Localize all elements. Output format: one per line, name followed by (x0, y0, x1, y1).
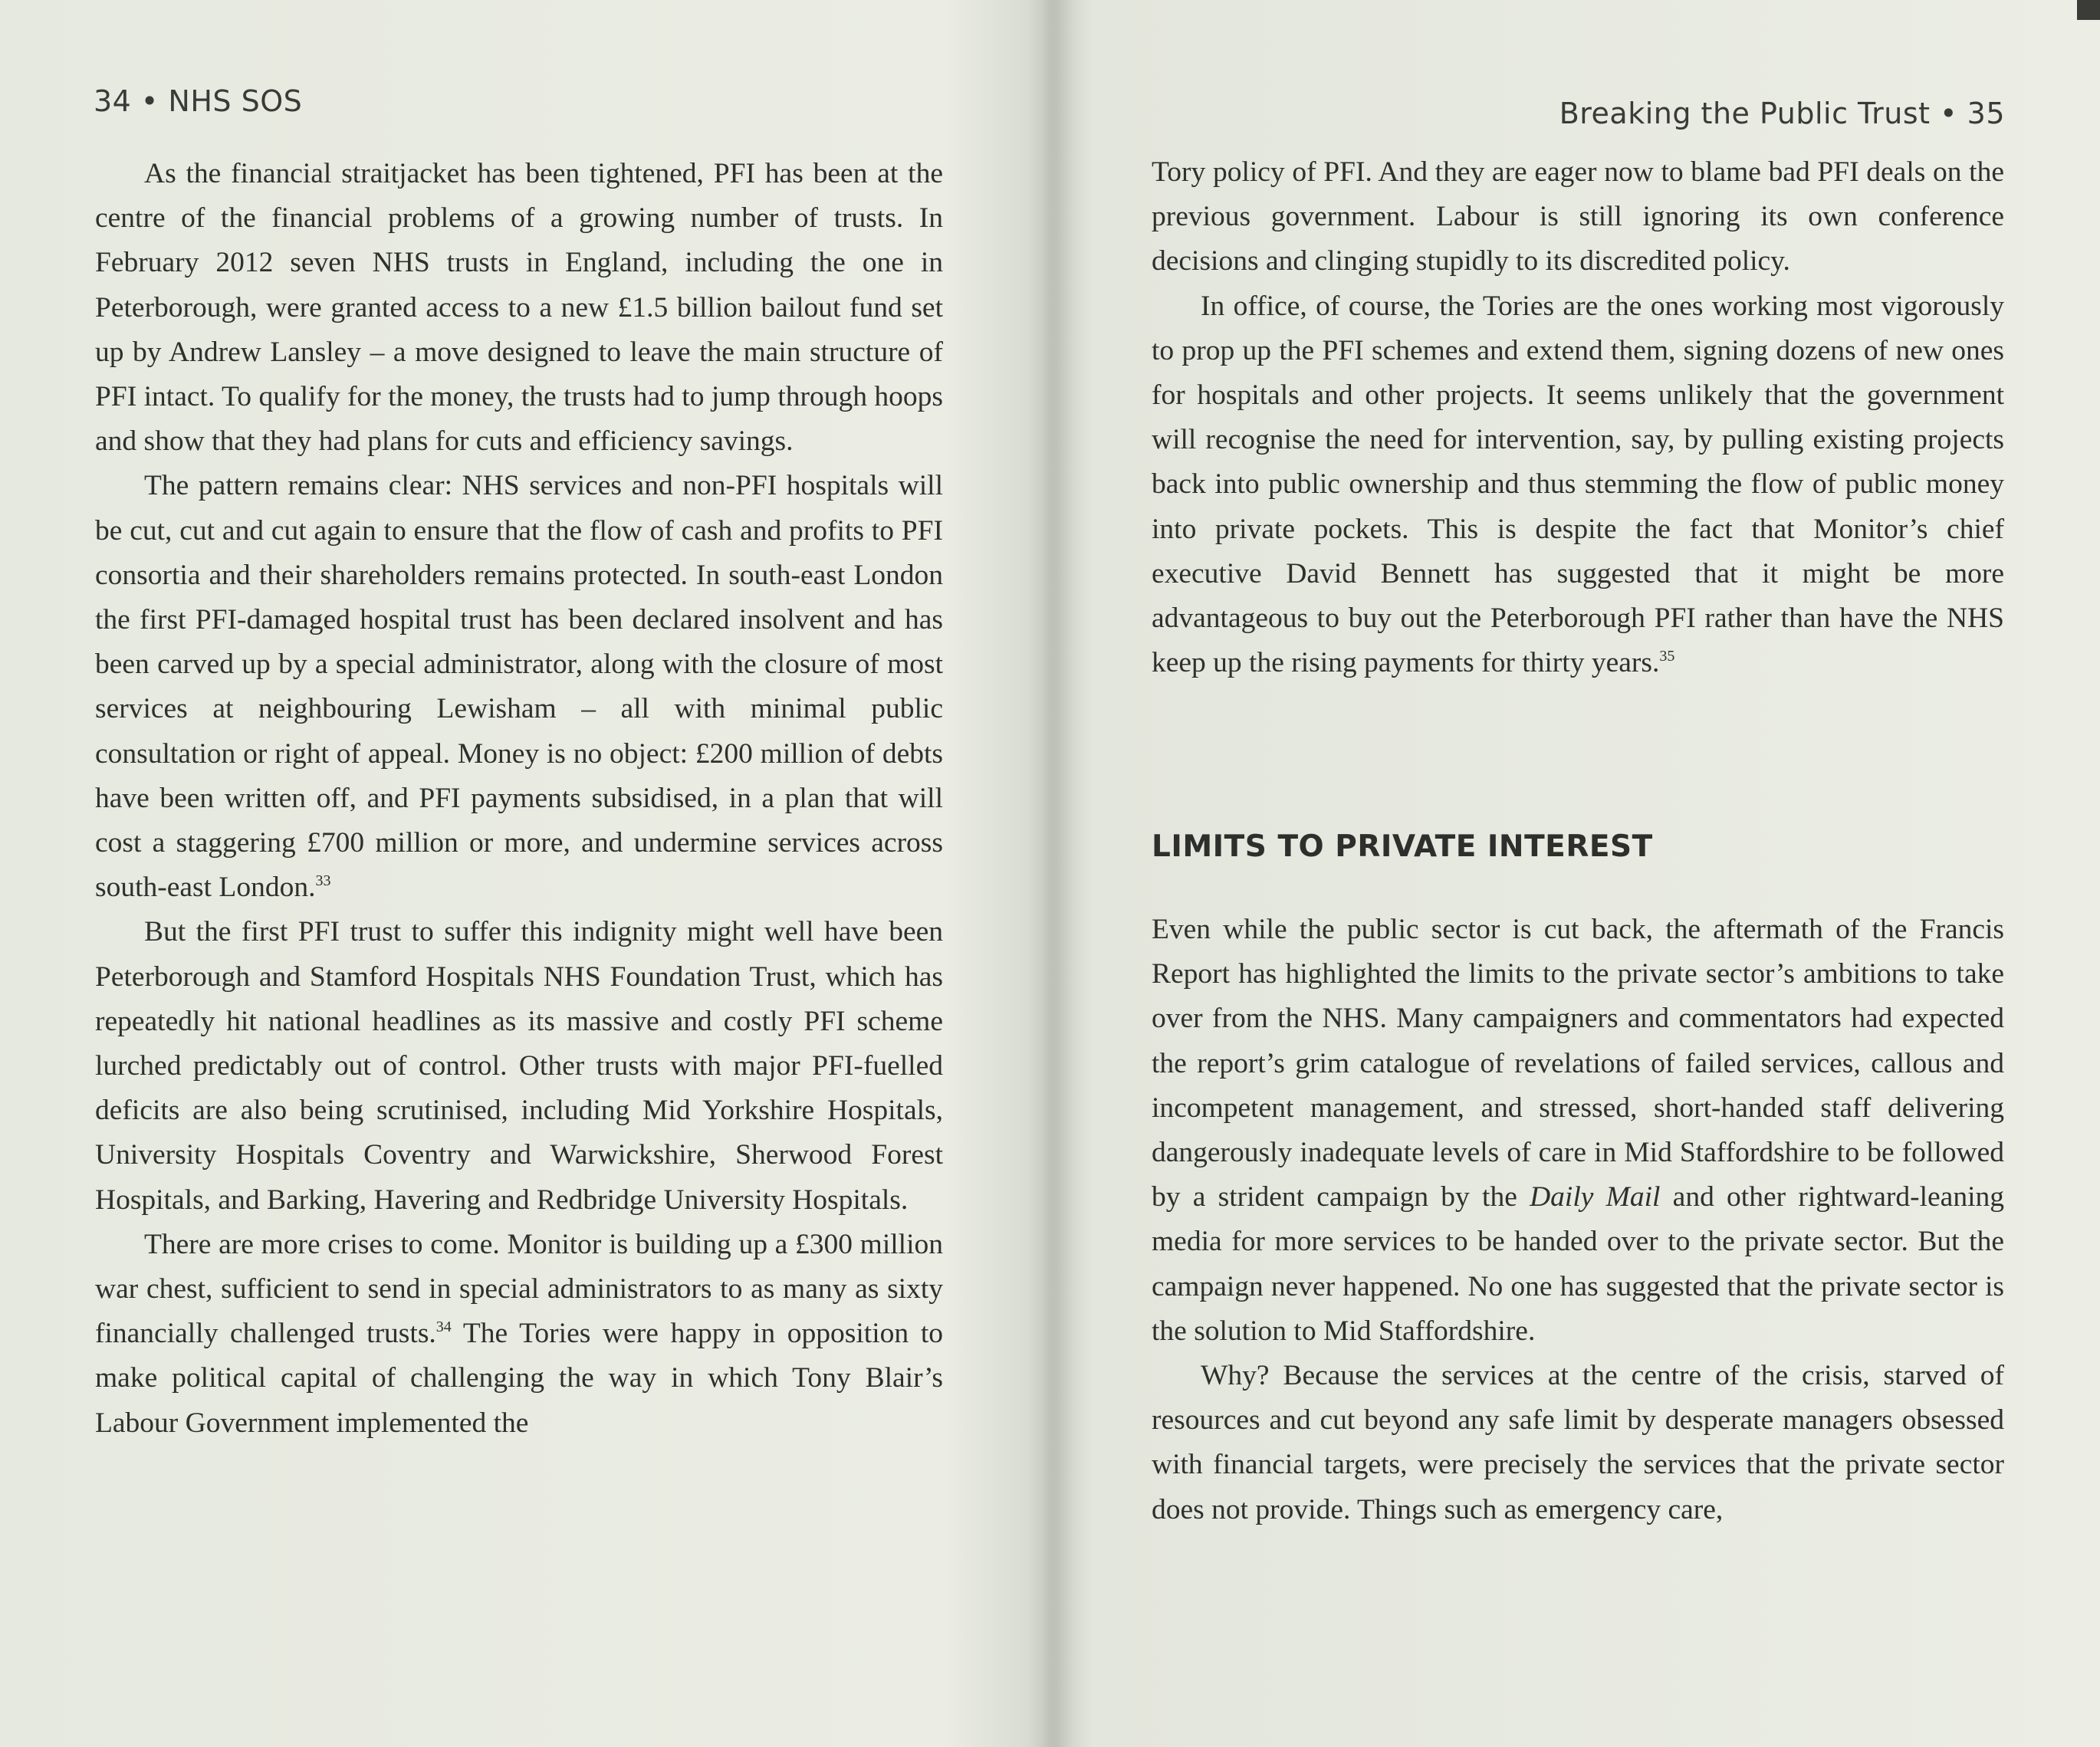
paragraph: As the financial straitjacket has been tightened, PFI has been at the centre of the financial problems of a growing number of trusts. In February 2012 seven NHS trusts in England, including the one in Peterborough, were granted access to a new £1.5 billion bailout fund set up by Andrew Lansley – a move designed to leave the main structure of PFI intact. To qualify for the money, the trusts had to jump through hoops and show that they had plans for cuts and efficiency savings. (95, 158, 943, 458)
publication-title: Daily Mail (1530, 1181, 1661, 1213)
right-page (1058, 0, 2100, 1747)
paragraph: There are more crises to come. Monitor is building up a £300 million war chest, sufficient to send in special administrators to as many as sixty financially challenged trusts.$^{34}$ The Tories were happy in opposition to make political capital of challenging the way in which Tony Blair’s Labour Government implemented the (95, 1228, 943, 1439)
footnote-ref: 35 (1659, 648, 1675, 665)
left-body-text (95, 152, 943, 1446)
paragraph: Tory policy of PFI. And they are eager now to blame bad PFI deals on the previous government. Labour is still ignoring its own conference decisions and clinging stupidly to its discredited policy. (1152, 156, 2004, 277)
running-head-left: 34 • NHS SOS (94, 84, 303, 118)
footnote-ref: 33 (315, 872, 331, 890)
paragraph: In office, of course, the Tories are the ones working most vigorously to prop up the PFI schemes and extend them, signing dozens of new ones for hospitals and other projects. It seems unlikely that the government will recognise the need for intervention, say, by pulling existing projects back into public ownership and thus stemming the flow of public money into private pockets. This is despite the fact that Monitor’s chief executive David Bennett has suggested that it might be more advantageous to buy out the Peterborough PFI rather than have the NHS keep up the rising payments for thirty years.$^{35}$ (1152, 290, 2004, 679)
section-heading: LIMITS TO PRIVATE INTEREST (1152, 829, 1653, 864)
paragraph: Even while the public sector is cut back, the aftermath of the Francis Report has highlighted the limits to the private sector’s ambitions to take over from the NHS. Many campaigners and commentators had expected the report’s grim catalogue of revelations of failed services, callous and incompetent management, and stressed, short-handed staff delivering dangerously inadequate levels of care in Mid Staffordshire to be followed by a strident campaign by the Daily Mail and other rightward-leaning media for more services to be handed over to the private sector. But the campaign never happened. No one has suggested that the private sector is the solution to Mid Staffordshire. (1152, 914, 2004, 1347)
running-head-right: Breaking the Public Trust • 35 (1559, 97, 2005, 130)
right-body-text-top (1152, 150, 2004, 685)
paragraph: The pattern remains clear: NHS services and non-PFI hospitals will be cut, cut and cut again to ensure that the flow of cash and profits to PFI consortia and their shareholders remains protected. In south-east London the first PFI-damaged hospital trust has been declared insolvent and has been carved up by a special administrator, along with the closure of most services at neighbouring Lewisham – all with minimal public consultation or right of appeal. Money is no object: £200 million of debts have been written off, and PFI payments subsidised, in a plan that will cost a staggering £700 million or more, and undermine services across south-east London.$^{33}$ (95, 470, 943, 904)
paragraph: Why? Because the services at the centre of the crisis, starved of resources and cut beyond any safe limit by desperate managers obsessed with financial targets, were precisely the services that the private sector does not provide. Things such as emergency care, (1152, 1360, 2004, 1525)
right-body-text-lower (1152, 908, 2004, 1532)
footnote-ref: 34 (435, 1318, 452, 1336)
paragraph: But the first PFI trust to suffer this indignity might well have been Peterborough and Stamford Hospitals NHS Foundation Trust, which has repeatedly hit national headlines as its massive and costly PFI scheme lurched predictably out of control. Other trusts with major PFI-fuelled deficits are also being scrutinised, including Mid Yorkshire Hospitals, University Hospitals Coventry and Warwickshire, Sherwood Forest Hospitals, and Barking, Havering and Redbridge University Hospitals. (95, 916, 943, 1216)
left-page (0, 0, 1043, 1747)
